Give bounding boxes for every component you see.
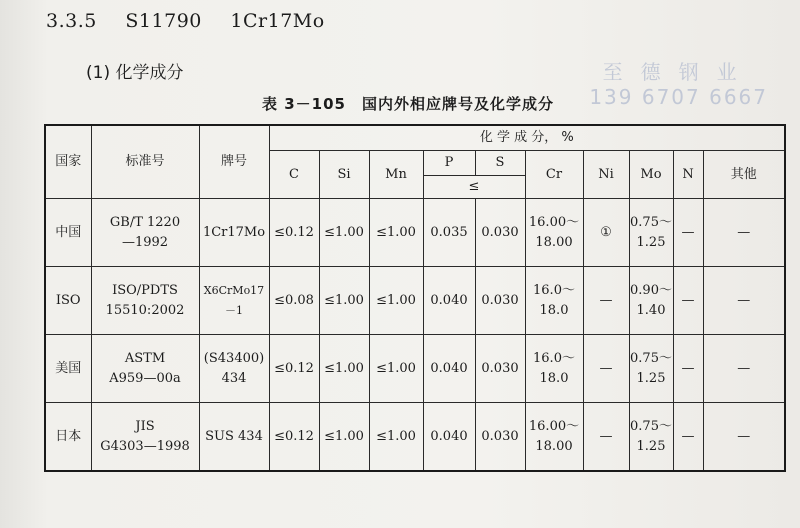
cell-mo: 0.75～ 1.25: [629, 403, 673, 472]
cell-other: —: [703, 199, 785, 267]
cell-n: —: [673, 335, 703, 403]
cell-p: 0.035: [423, 199, 475, 267]
section-heading: [46, 10, 347, 32]
cell-s: 0.030: [475, 267, 525, 335]
cell-grade: SUS 434: [199, 403, 269, 472]
cell-c: ≤0.12: [269, 335, 319, 403]
cell-si: ≤1.00: [319, 403, 369, 472]
cell-cr: 16.0～ 18.0: [525, 335, 583, 403]
cell-standard: ASTM A959—00a: [91, 335, 199, 403]
cell-standard: JIS G4303—1998: [91, 403, 199, 472]
watermark: [589, 56, 768, 109]
header-composition: 化 学 成 分， %: [269, 125, 785, 151]
cell-mn: ≤1.00: [369, 335, 423, 403]
cell-standard: GB/T 1220 —1992: [91, 199, 199, 267]
table-row: [45, 199, 785, 267]
cell-mn: ≤1.00: [369, 267, 423, 335]
cell-other: —: [703, 403, 785, 472]
header-other: 其他: [703, 151, 785, 199]
cell-si: ≤1.00: [319, 335, 369, 403]
cell-s: 0.030: [475, 403, 525, 472]
cell-grade: (S43400) 434: [199, 335, 269, 403]
section-number: 3.3.5: [46, 10, 97, 32]
table-caption: 表 3－105 国内外相应牌号及化学成分: [262, 95, 554, 113]
cell-p: 0.040: [423, 403, 475, 472]
cell-other: —: [703, 267, 785, 335]
cell-mo: 0.90～ 1.40: [629, 267, 673, 335]
cell-mo: 0.75～ 1.25: [629, 199, 673, 267]
cell-standard: ISO/PDTS 15510:2002: [91, 267, 199, 335]
cell-s: 0.030: [475, 199, 525, 267]
cell-c: ≤0.12: [269, 403, 319, 472]
composition-table: [44, 124, 786, 472]
header-mo: Mo: [629, 151, 673, 199]
cell-other: —: [703, 335, 785, 403]
header-standard: 标准号: [91, 125, 199, 199]
cell-ni: —: [583, 267, 629, 335]
cell-c: ≤0.08: [269, 267, 319, 335]
cell-country: 日本: [45, 403, 91, 472]
cell-n: —: [673, 267, 703, 335]
cell-p: 0.040: [423, 335, 475, 403]
cell-ni: —: [583, 403, 629, 472]
table-row: [45, 335, 785, 403]
cell-mn: ≤1.00: [369, 403, 423, 472]
cell-grade: X6CrMo17－1: [199, 267, 269, 335]
cell-p: 0.040: [423, 267, 475, 335]
cell-cr: 16.0～ 18.0: [525, 267, 583, 335]
section-code: S11790: [125, 10, 202, 32]
cell-s: 0.030: [475, 335, 525, 403]
table-row: [45, 403, 785, 472]
cell-ni: ①: [583, 199, 629, 267]
cell-cr: 16.00～ 18.00: [525, 403, 583, 472]
cell-ni: —: [583, 335, 629, 403]
cell-n: —: [673, 199, 703, 267]
header-row-1: [45, 125, 785, 151]
cell-si: ≤1.00: [319, 199, 369, 267]
header-grade: 牌号: [199, 125, 269, 199]
header-s: S: [475, 151, 525, 176]
watermark-name: 至德钢业: [602, 60, 755, 84]
header-mn: Mn: [369, 151, 423, 199]
watermark-phone: 139 6707 6667: [589, 85, 768, 109]
cell-mo: 0.75～ 1.25: [629, 335, 673, 403]
subsection-heading: (1) 化学成分: [86, 63, 184, 83]
header-ni: Ni: [583, 151, 629, 199]
section-grade: 1Cr17Mo: [230, 10, 325, 32]
header-p: P: [423, 151, 475, 176]
header-n: N: [673, 151, 703, 199]
cell-grade: 1Cr17Mo: [199, 199, 269, 267]
cell-country: 中国: [45, 199, 91, 267]
header-le: ≤: [423, 176, 525, 199]
cell-mn: ≤1.00: [369, 199, 423, 267]
cell-c: ≤0.12: [269, 199, 319, 267]
header-c: C: [269, 151, 319, 199]
cell-n: —: [673, 403, 703, 472]
cell-si: ≤1.00: [319, 267, 369, 335]
cell-country: ISO: [45, 267, 91, 335]
header-country: 国家: [45, 125, 91, 199]
header-si: Si: [319, 151, 369, 199]
header-cr: Cr: [525, 151, 583, 199]
cell-cr: 16.00～ 18.00: [525, 199, 583, 267]
table-row: [45, 267, 785, 335]
cell-country: 美国: [45, 335, 91, 403]
